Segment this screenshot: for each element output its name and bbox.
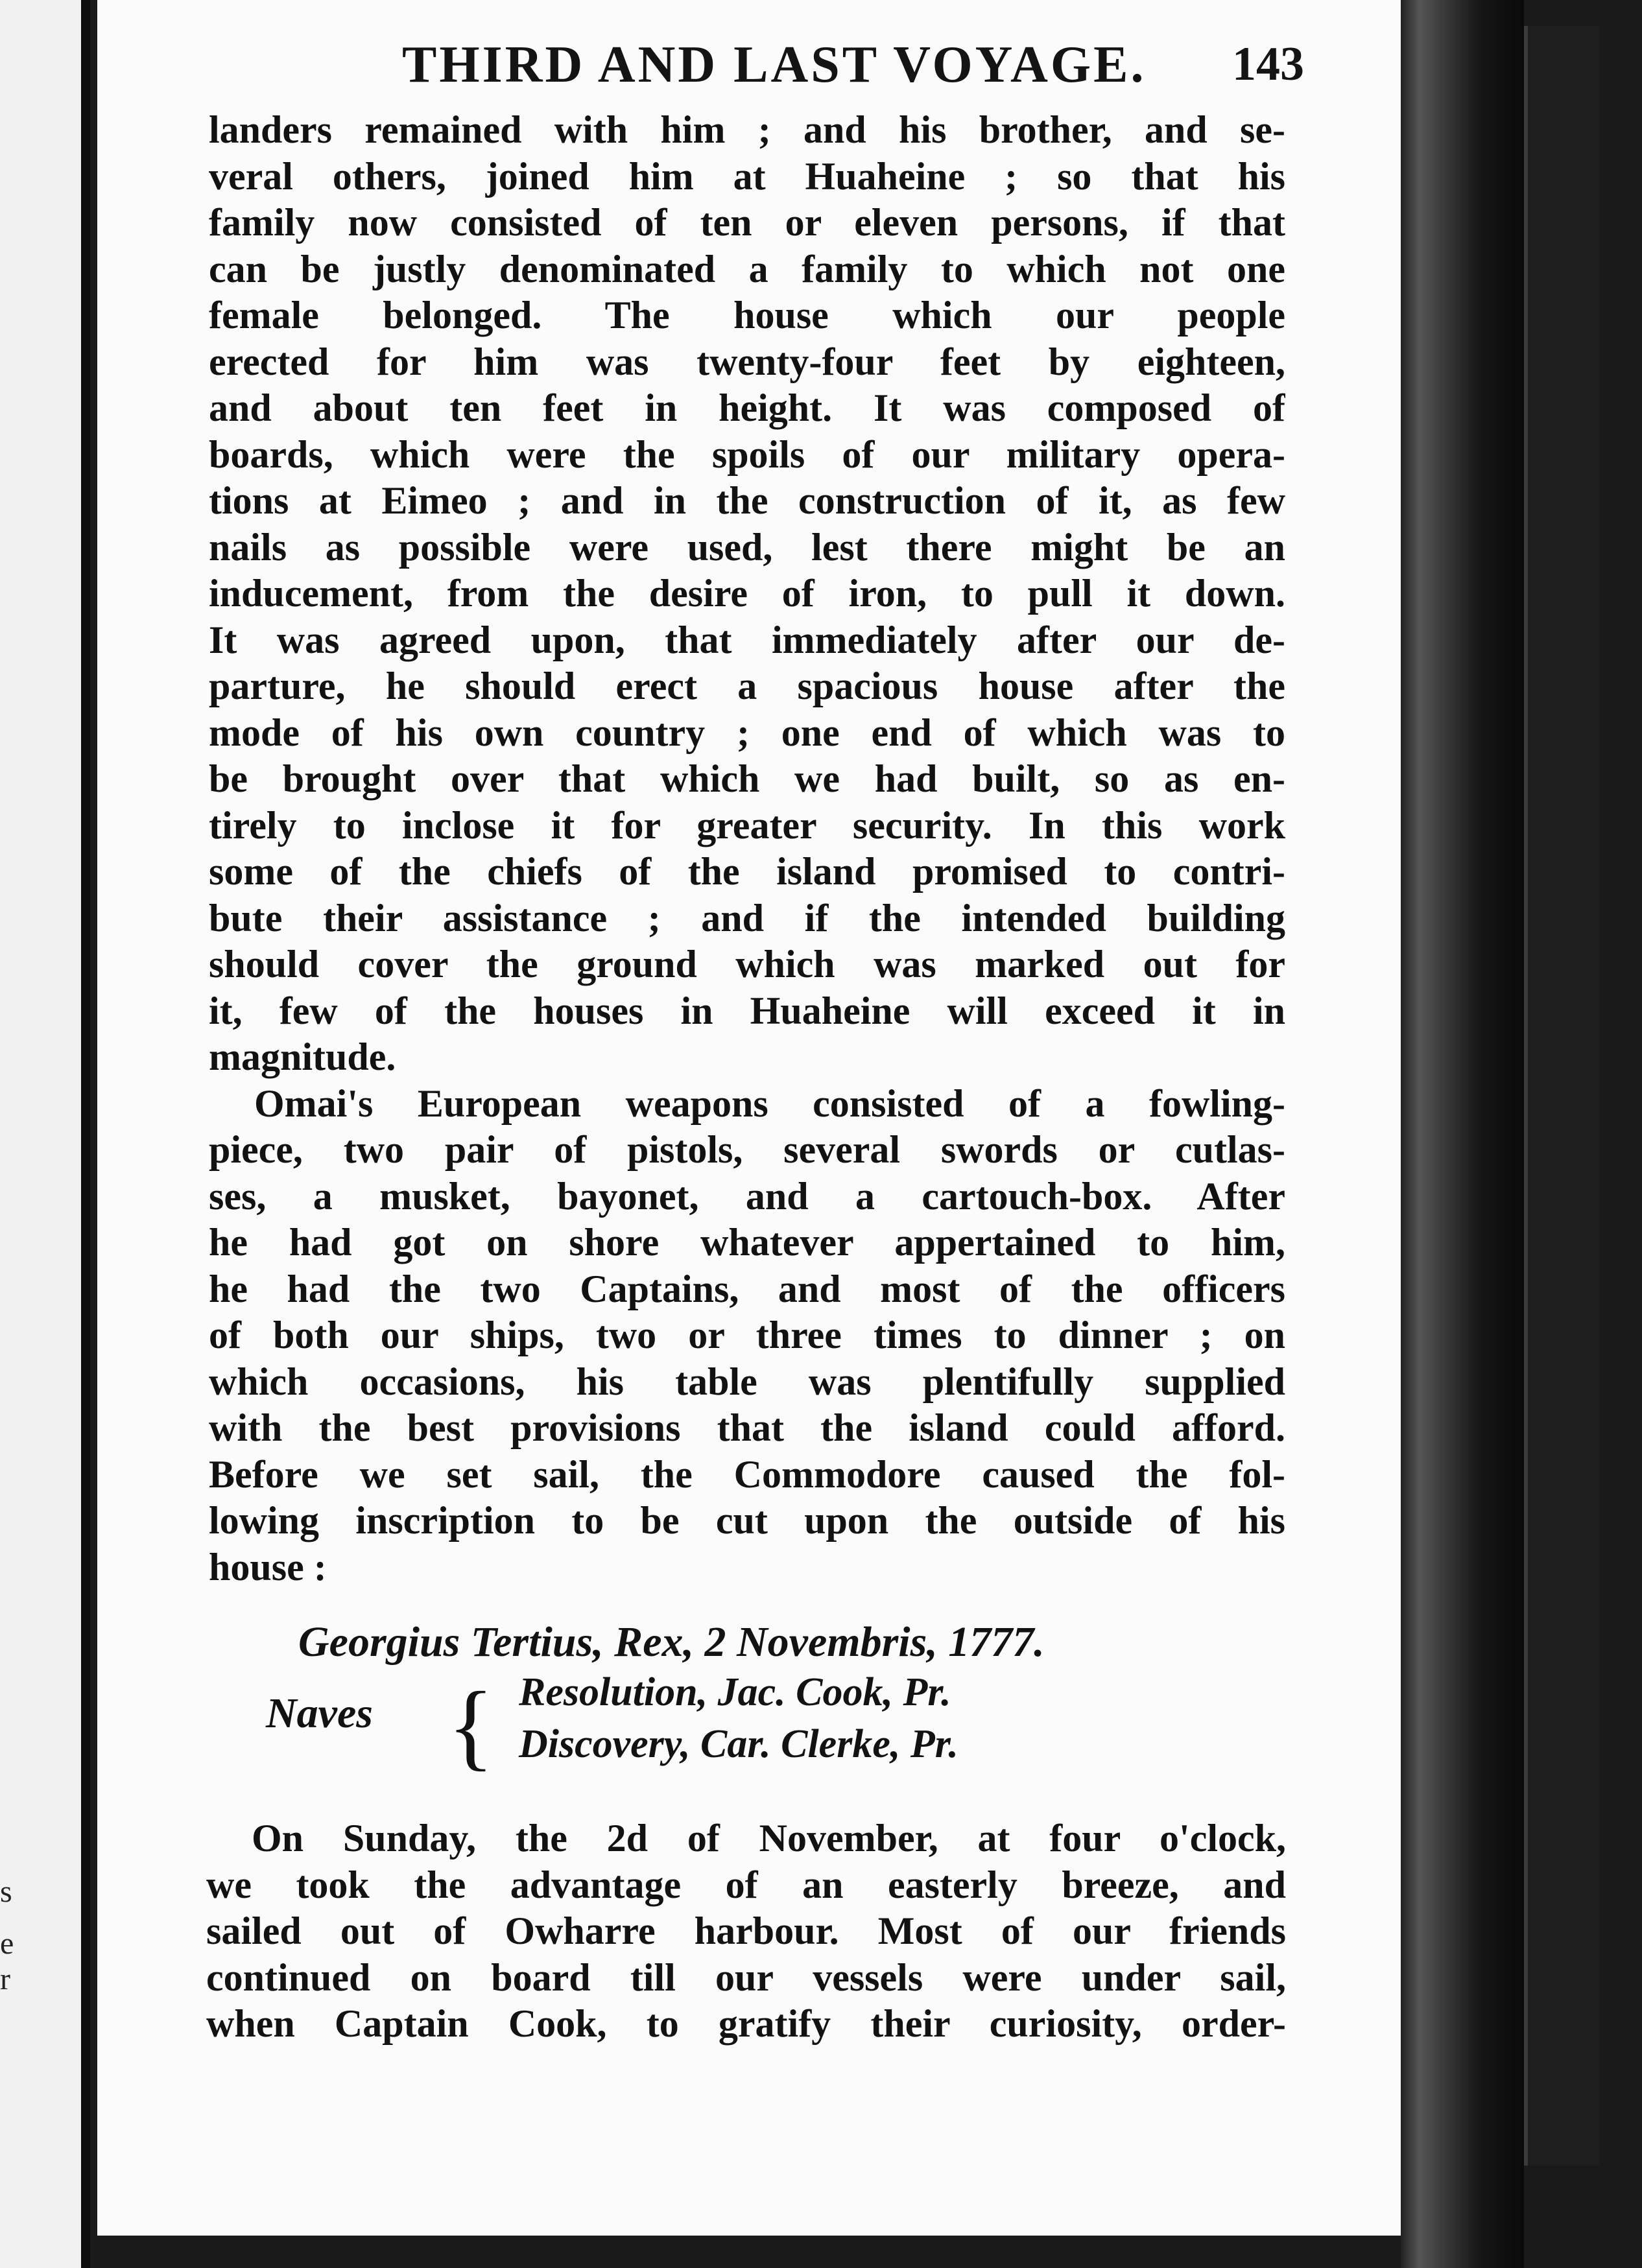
closing-text	[206, 1815, 1286, 2048]
book-cover-edge	[1524, 26, 1599, 2166]
inscription-dedication: Georgius Tertius, Rex, 2 Novembris, 1777.	[298, 1618, 1045, 1666]
text-line: house :	[209, 1545, 327, 1589]
page-header	[402, 29, 1310, 107]
text-line: It was agreed upon, that immediately after our de-	[209, 618, 1285, 661]
text-line: when Captain Cook, to gratify their curiosity, order-	[206, 2002, 1286, 2045]
text-line: mode of his own country ; one end of which was to	[209, 711, 1285, 754]
text-line: it, few of the houses in Huaheine will exceed it in	[209, 989, 1285, 1032]
text-line: erected for him was twenty-four feet by eighteen,	[209, 340, 1285, 383]
text-line: with the best provisions that the island could afford.	[209, 1406, 1285, 1449]
text-line: lowing inscription to be cut upon the outside of his	[209, 1499, 1285, 1542]
text-line: female belonged. The house which our people	[209, 294, 1285, 337]
facing-page-fragments	[0, 0, 81, 2268]
text-line: of both our ships, two or three times to dinner ; on	[209, 1314, 1285, 1356]
margin-fragment: r	[0, 1962, 10, 1996]
inscription-naves: Naves	[266, 1690, 373, 1737]
text-line: he had the two Captains, and most of the officers	[209, 1267, 1285, 1310]
running-head: THIRD AND LAST VOYAGE.	[402, 36, 1147, 93]
text-line: landers remained with him ; and his brother, and se-	[209, 108, 1285, 151]
text-line: On Sunday, the 2d of November, at four o'clock,	[252, 1817, 1286, 1860]
text-line: and about ten feet in height. It was composed of	[209, 386, 1285, 429]
margin-fragment: s	[0, 1874, 12, 1909]
text-line: veral others, joined him at Huaheine ; so that his	[209, 154, 1285, 198]
text-line: which occasions, his table was plentifully supplied	[209, 1360, 1285, 1403]
text-line: can be justly denominated a family to which not one	[209, 247, 1285, 290]
text-line: we took the advantage of an easterly breeze, and	[206, 1863, 1286, 1906]
text-line: some of the chiefs of the island promised to contri-	[209, 850, 1285, 893]
body-text	[209, 107, 1285, 1590]
text-line: Omai's European weapons consisted of a fowling-	[254, 1081, 1285, 1125]
text-line: he had got on shore whatever appertained to him,	[209, 1221, 1285, 1264]
text-line: bute their assistance ; and if the intended building	[209, 896, 1285, 939]
text-line: tirely to inclose it for greater security. In this work	[209, 803, 1285, 847]
page-number: 143	[1232, 38, 1304, 91]
text-line: nails as possible were used, lest there might be an	[209, 525, 1285, 569]
margin-fragment: e	[0, 1926, 14, 1961]
text-line: Before we set sail, the Commodore caused the fol-	[209, 1452, 1285, 1496]
text-line: magnitude.	[209, 1035, 396, 1078]
text-line: should cover the ground which was marked out for	[209, 943, 1285, 986]
text-line: piece, two pair of pistols, several swords or cutlas-	[209, 1128, 1285, 1171]
text-line: continued on board till our vessels were under sail,	[206, 1955, 1286, 1999]
book-page-edges	[1401, 0, 1524, 2268]
text-line: boards, which were the spoils of our military opera-	[209, 432, 1285, 476]
text-line: inducement, from the desire of iron, to pull it down.	[209, 572, 1285, 615]
text-line: tions at Eimeo ; and in the construction of it, as few	[209, 479, 1285, 522]
inscription-ship-resolution: Resolution, Jac. Cook, Pr.	[519, 1670, 951, 1714]
inscription-brace: {	[447, 1672, 494, 1780]
text-line: be brought over that which we had built, so as en-	[209, 757, 1285, 800]
text-line: ses, a musket, bayonet, and a cartouch-box. After	[209, 1174, 1285, 1218]
text-line: sailed out of Owharre harbour. Most of our friends	[206, 1909, 1286, 1952]
text-line: parture, he should erect a spacious house after the	[209, 665, 1285, 707]
inscription-ship-discovery: Discovery, Car. Clerke, Pr.	[519, 1722, 958, 1766]
text-line: family now consisted of ten or eleven persons, if that	[209, 201, 1285, 244]
